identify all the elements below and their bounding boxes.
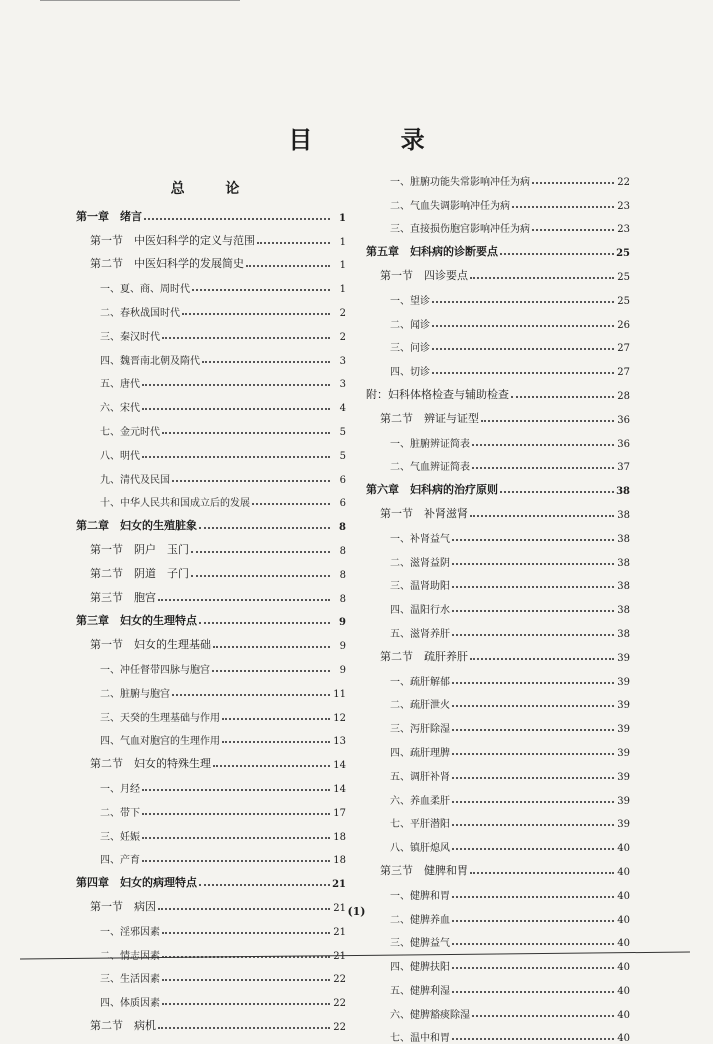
- toc-entry-page: 38: [617, 533, 630, 545]
- dot-leader: [470, 657, 614, 660]
- toc-entry-title: 第二节 疏肝养肝: [380, 649, 468, 663]
- toc-entry-title: 三、天癸的生理基础与作用: [100, 712, 220, 724]
- toc-entry-item: [76, 343, 346, 367]
- dot-leader: [191, 574, 330, 577]
- toc-entry-page: 39: [617, 747, 630, 759]
- dot-leader: [511, 395, 614, 398]
- toc-entry-item: [366, 1021, 630, 1044]
- toc-entry-title: 九、清代及民国: [100, 474, 170, 486]
- dot-leader: [452, 847, 614, 850]
- toc-entry-title: 四、切诊: [390, 367, 430, 379]
- toc-entry-section: [76, 747, 346, 771]
- dot-leader: [452, 562, 614, 565]
- toc-entry-title: 第三节 健脾和胃: [380, 863, 468, 877]
- toc-entry-page: 5: [339, 450, 346, 462]
- toc-entry-item: [366, 878, 630, 902]
- section-heading: 总 论: [170, 181, 258, 197]
- toc-entry-title: 二、脏腑与胞宫: [100, 688, 170, 700]
- dot-leader: [222, 740, 330, 743]
- toc-entry-page: 3: [339, 379, 346, 391]
- toc-entry-item: [76, 700, 346, 724]
- toc-entry-title: 二、滋肾益阴: [390, 557, 450, 569]
- toc-entry-chapter: [366, 235, 630, 259]
- toc-entry-page: 27: [617, 367, 630, 379]
- dot-leader: [532, 181, 614, 184]
- toc-entry-section: [76, 248, 346, 272]
- dot-leader: [257, 241, 330, 244]
- toc-entry-page: 8: [339, 522, 346, 534]
- dot-leader: [162, 978, 330, 981]
- toc-entry-title: 三、温肾助阳: [390, 581, 450, 593]
- toc-entry-item: [76, 676, 346, 700]
- toc-entry-page: 38: [617, 509, 630, 521]
- dot-leader: [452, 681, 614, 684]
- toc-entry-page: 21: [332, 879, 346, 891]
- toc-entry-title: 四、产育: [100, 855, 140, 867]
- toc-entry-page: 40: [617, 985, 630, 997]
- dot-leader: [162, 431, 330, 434]
- dot-leader: [213, 764, 330, 767]
- toc-entry-page: 11: [333, 688, 346, 700]
- toc-entry-title: 五、健脾利湿: [390, 985, 450, 997]
- toc-entry-section: [366, 497, 630, 521]
- toc-entry-page: 1: [339, 236, 346, 248]
- toc-entry-section: [76, 1009, 346, 1033]
- toc-entry-title: 四、魏晋南北朝及隋代: [100, 355, 200, 367]
- toc-entry-page: 22: [333, 998, 346, 1010]
- toc-entry-item: [76, 367, 346, 391]
- toc-entry-page: 6: [339, 474, 346, 486]
- toc-entry-item: [366, 545, 630, 569]
- toc-entry-title: 第一章 绪言: [76, 209, 142, 223]
- toc-entry-section: [366, 640, 630, 664]
- toc-entry-page: 3: [339, 355, 346, 367]
- toc-entry-item: [366, 212, 630, 236]
- dot-leader: [472, 1014, 614, 1017]
- toc-entry-title: 三、泻肝除湿: [390, 724, 450, 736]
- toc-entry-item: [366, 759, 630, 783]
- toc-entry-title: 五、唐代: [100, 379, 140, 391]
- toc-entry-page: 12: [333, 712, 346, 724]
- toc-entry-page: 38: [617, 605, 630, 617]
- toc-entry-item: [366, 664, 630, 688]
- toc-entry-title: 一、疏肝解郁: [390, 676, 450, 688]
- toc-entry-title: 三、秦汉时代: [100, 331, 160, 343]
- toc-entry-title: 三、健脾益气: [390, 938, 450, 950]
- dot-leader: [452, 728, 614, 731]
- toc-entry-chapter: [76, 509, 346, 533]
- toc-entry-title: 二、气血失调影响冲任为病: [390, 200, 510, 212]
- toc-entry-chapter: [76, 605, 346, 629]
- dot-leader: [472, 443, 614, 446]
- toc-entry-item: [76, 414, 346, 438]
- page-title: 目 录: [288, 125, 465, 154]
- toc-entry-page: 36: [617, 414, 630, 426]
- dot-leader: [199, 621, 330, 624]
- toc-entry-item: [366, 735, 630, 759]
- dot-leader: [532, 228, 614, 231]
- toc-entry-page: 14: [333, 783, 346, 795]
- toc-entry-chapter: [76, 866, 346, 890]
- toc-entry-title: 第一节 四诊要点: [380, 268, 468, 282]
- dot-leader: [212, 669, 330, 672]
- toc-entry-title: 四、温阳行水: [390, 605, 450, 617]
- toc-entry-item: [366, 592, 630, 616]
- toc-entry-page: 1: [339, 260, 346, 272]
- toc-entry-title: 二、闻诊: [390, 319, 430, 331]
- dot-leader: [470, 871, 614, 874]
- toc-entry-item: [366, 830, 630, 854]
- dot-leader: [222, 717, 330, 720]
- toc-entry-title: 四、气血对胞宫的生理作用: [100, 736, 220, 748]
- dot-leader: [432, 371, 614, 374]
- toc-entry-item: [366, 973, 630, 997]
- dot-leader: [191, 550, 330, 553]
- toc-entry-page: 8: [339, 569, 346, 581]
- dot-leader: [144, 217, 330, 220]
- toc-entry-title: 第三章 妇女的生理特点: [76, 614, 197, 628]
- toc-entry-page: 25: [616, 248, 630, 260]
- toc-entry-item: [366, 354, 630, 378]
- dot-leader: [246, 264, 330, 267]
- toc-entry-title: 一、月经: [100, 783, 140, 795]
- toc-entry-page: 40: [617, 1033, 630, 1044]
- toc-entry-page: 13: [333, 736, 346, 748]
- toc-entry-item: [76, 486, 346, 510]
- toc-entry-title: 二、带下: [100, 807, 140, 819]
- toc-entry-title: 第一节 中医妇科学的定义与范围: [90, 233, 255, 247]
- toc-entry-title: 第二节 妇女的特殊生理: [90, 757, 211, 771]
- dot-leader: [142, 407, 330, 410]
- dot-leader: [452, 1037, 614, 1040]
- toc-entry-page: 40: [617, 938, 630, 950]
- toc-entry-page: 9: [339, 641, 346, 653]
- dot-leader: [470, 276, 614, 279]
- dot-leader: [142, 859, 330, 862]
- toc-entry-page: 8: [339, 545, 346, 557]
- toc-entry-item: [366, 283, 630, 307]
- toc-entry-item: [76, 319, 346, 343]
- toc-entry-plain: [366, 378, 630, 402]
- dot-leader: [432, 324, 614, 327]
- toc-entry-title: 二、情志因素: [100, 950, 160, 962]
- toc-entry-section: [76, 557, 346, 581]
- toc-entry-page: 18: [333, 855, 346, 867]
- toc-entry-page: 39: [617, 652, 630, 664]
- toc-entry-item: [76, 795, 346, 819]
- toc-entry-page: 4: [339, 403, 346, 415]
- toc-entry-item: [366, 783, 630, 807]
- toc-entry-page: 39: [617, 771, 630, 783]
- dot-leader: [142, 812, 330, 815]
- dot-leader: [452, 585, 614, 588]
- toc-entry-item: [366, 616, 630, 640]
- toc-entry-page: 2: [339, 307, 346, 319]
- dot-leader: [452, 538, 614, 541]
- dot-leader: [452, 752, 614, 755]
- dot-leader: [512, 205, 614, 208]
- dot-leader: [182, 312, 330, 315]
- toc-entry-title: 七、温中和胃: [390, 1033, 450, 1044]
- toc-entry-page: 21: [333, 950, 346, 962]
- toc-entry-title: 三、妊娠: [100, 831, 140, 843]
- toc-entry-title: 第四章 妇女的病理特点: [76, 876, 197, 890]
- toc-entry-title: 二、疏肝泄火: [390, 700, 450, 712]
- toc-entry-title: 第一节 妇女的生理基础: [90, 638, 211, 652]
- toc-entry-page: 38: [617, 557, 630, 569]
- toc-entry-title: 八、镇肝熄风: [390, 843, 450, 855]
- toc-entry-page: 2: [339, 331, 346, 343]
- toc-entry-page: 26: [617, 319, 630, 331]
- toc-entry-page: 36: [617, 438, 630, 450]
- dot-leader: [452, 609, 614, 612]
- toc-entry-item: [366, 711, 630, 735]
- dot-leader: [452, 895, 614, 898]
- dot-leader: [172, 479, 330, 482]
- toc-entry-page: 39: [617, 819, 630, 831]
- toc-entry-item: [366, 450, 630, 474]
- dot-leader: [452, 633, 614, 636]
- toc-entry-item: [76, 438, 346, 462]
- toc-entry-page: 39: [617, 700, 630, 712]
- dot-leader: [142, 836, 330, 839]
- toc-entry-item: [76, 724, 346, 748]
- toc-entry-title: 八、明代: [100, 450, 140, 462]
- toc-entry-page: 39: [617, 795, 630, 807]
- toc-entry-title: 第二节 阴道 子门: [90, 566, 189, 580]
- toc-entry-item: [366, 521, 630, 545]
- toc-entry-page: 6: [339, 498, 346, 510]
- top-edge-rule: [40, 0, 240, 1]
- toc-entry-title: 第二章 妇女的生殖脏象: [76, 519, 197, 533]
- toc-entry-page: 21: [333, 902, 346, 914]
- toc-entry-chapter: [76, 200, 346, 224]
- toc-entry-page: 23: [617, 200, 630, 212]
- toc-entry-title: 一、健脾和胃: [390, 890, 450, 902]
- toc-entry-title: 五、滋肾养肝: [390, 628, 450, 640]
- toc-entry-title: 第三节 胞宫: [90, 590, 156, 604]
- toc-entry-title: 三、问诊: [390, 343, 430, 355]
- dot-leader: [500, 252, 614, 255]
- dot-leader: [472, 466, 614, 469]
- toc-entry-title: 七、平肝潜阳: [390, 819, 450, 831]
- toc-entry-title: 一、望诊: [390, 295, 430, 307]
- dot-leader: [192, 288, 330, 291]
- toc-entry-page: 22: [617, 176, 630, 188]
- toc-entry-section: [366, 259, 630, 283]
- toc-entry-title: 四、体质因素: [100, 998, 160, 1010]
- toc-entry-page: 25: [617, 271, 630, 283]
- toc-entry-page: 40: [617, 962, 630, 974]
- toc-entry-item: [76, 271, 346, 295]
- toc-entry-page: 18: [333, 831, 346, 843]
- toc-entry-title: 五、调肝补肾: [390, 771, 450, 783]
- toc-entry-title: 第二节 病机: [90, 1018, 156, 1032]
- dot-leader: [142, 455, 330, 458]
- toc-entry-page: 9: [339, 664, 346, 676]
- toc-entry-page: 22: [333, 974, 346, 986]
- toc-entry-title: 二、气血辨证简表: [390, 462, 470, 474]
- toc-entry-item: [366, 569, 630, 593]
- toc-entry-page: 37: [617, 462, 630, 474]
- toc-entry-title: 第二节 中医妇科学的发展简史: [90, 257, 244, 271]
- toc-entry-section: [76, 533, 346, 557]
- toc-entry-page: 25: [617, 295, 630, 307]
- toc-entry-item: [366, 426, 630, 450]
- toc-entry-item: [366, 331, 630, 355]
- toc-entry-page: 22: [333, 1021, 346, 1033]
- toc-entry-section: [76, 581, 346, 605]
- toc-entry-title: 第一节 病因: [90, 899, 156, 913]
- toc-entry-page: 39: [617, 676, 630, 688]
- toc-entry-page: 1: [339, 284, 346, 296]
- toc-entry-title: 六、宋代: [100, 403, 140, 415]
- toc-entry-section: [366, 402, 630, 426]
- dot-leader: [252, 502, 330, 505]
- toc-entry-page: 40: [617, 843, 630, 855]
- toc-entry-title: 一、脏腑辨证简表: [390, 438, 470, 450]
- toc-entry-page: 8: [339, 593, 346, 605]
- toc-entry-item: [76, 843, 346, 867]
- dot-leader: [481, 419, 614, 422]
- toc-entry-page: 23: [617, 224, 630, 236]
- toc-entry-item: [76, 771, 346, 795]
- toc-entry-page: 14: [333, 760, 346, 772]
- dot-leader: [199, 526, 330, 529]
- dot-leader: [158, 598, 330, 601]
- dot-leader: [432, 300, 614, 303]
- toc-entry-section: [366, 854, 630, 878]
- dot-leader: [158, 1026, 330, 1029]
- dot-leader: [452, 704, 614, 707]
- toc-entry-title: 一、补肾益气: [390, 533, 450, 545]
- toc-entry-page: 40: [617, 890, 630, 902]
- toc-entry-page: 5: [339, 426, 346, 438]
- dot-leader: [199, 883, 330, 886]
- toc-entry-title: 二、健脾养血: [390, 914, 450, 926]
- toc-entry-page: 38: [617, 628, 630, 640]
- dot-leader: [452, 990, 614, 993]
- toc-entry-item: [76, 390, 346, 414]
- toc-entry-item: [76, 962, 346, 986]
- toc-entry-title: 三、直接损伤胞宫影响冲任为病: [390, 224, 530, 236]
- dot-leader: [452, 942, 614, 945]
- toc-entry-title: 三、生活因素: [100, 974, 160, 986]
- toc-entry-item: [366, 807, 630, 831]
- toc-entry-title: 七、金元时代: [100, 426, 160, 438]
- toc-entry-page: 1: [339, 212, 346, 224]
- dot-leader: [162, 931, 330, 934]
- toc-entry-title: 四、疏肝理脾: [390, 747, 450, 759]
- dot-leader: [432, 347, 614, 350]
- toc-entry-title: 十、中华人民共和国成立后的发展: [100, 498, 250, 510]
- dot-leader: [162, 1002, 330, 1005]
- toc-entry-page: 39: [617, 724, 630, 736]
- toc-entry-item: [366, 688, 630, 712]
- dot-leader: [452, 919, 614, 922]
- toc-entry-item: [366, 164, 630, 188]
- toc-entry-section: [76, 224, 346, 248]
- dot-leader: [452, 776, 614, 779]
- toc-entry-title: 六、健脾豁痰除湿: [390, 1009, 470, 1021]
- dot-leader: [202, 360, 330, 363]
- toc-entry-item: [76, 985, 346, 1009]
- toc-entry-item: [366, 188, 630, 212]
- toc-entry-title: 第五章 妇科病的诊断要点: [366, 245, 498, 259]
- toc-entry-page: 28: [617, 390, 630, 402]
- toc-entry-page: 21: [333, 926, 346, 938]
- toc-entry-section: [76, 628, 346, 652]
- dot-leader: [470, 514, 614, 517]
- toc-entry-item: [366, 997, 630, 1021]
- toc-entry-page: 40: [617, 1009, 630, 1021]
- toc-entry-page: 9: [339, 617, 346, 629]
- toc-entry-title: 一、脏腑功能失常影响冲任为病: [390, 176, 530, 188]
- toc-entry-title: 附：妇科体格检查与辅助检查: [366, 387, 509, 401]
- toc-entry-page: 17: [333, 807, 346, 819]
- toc-entry-title: 第六章 妇科病的治疗原则: [366, 483, 498, 497]
- toc-entry-item: [366, 307, 630, 331]
- dot-leader: [452, 966, 614, 969]
- toc-entry-item: [76, 462, 346, 486]
- toc-entry-chapter: [366, 473, 630, 497]
- toc-entry-title: 第一节 补肾滋肾: [380, 506, 468, 520]
- toc-entry-item: [76, 819, 346, 843]
- dot-leader: [452, 823, 614, 826]
- toc-entry-item: [76, 295, 346, 319]
- toc-entry-title: 第一节 阴户 玉门: [90, 542, 189, 556]
- toc-entry-page: 40: [617, 914, 630, 926]
- toc-entry-item: [366, 926, 630, 950]
- toc-entry-title: 一、冲任督带四脉与胞宫: [100, 664, 210, 676]
- toc-entry-page: 40: [617, 866, 630, 878]
- toc-entry-title: 第二节 辨证与证型: [380, 411, 479, 425]
- dot-leader: [500, 490, 614, 493]
- toc-entry-title: 二、春秋战国时代: [100, 307, 180, 319]
- toc-entry-title: 一、夏、商、周时代: [100, 284, 190, 296]
- dot-leader: [172, 693, 330, 696]
- toc-entry-item: [76, 652, 346, 676]
- toc-entry-title: 一、淫邪因素: [100, 926, 160, 938]
- dot-leader: [162, 336, 330, 339]
- dot-leader: [142, 788, 330, 791]
- dot-leader: [452, 800, 614, 803]
- toc-entry-page: 38: [617, 581, 630, 593]
- dot-leader: [142, 383, 330, 386]
- toc-entry-title: 四、健脾扶阳: [390, 962, 450, 974]
- dot-leader: [213, 645, 330, 648]
- toc-entry-page: 38: [616, 486, 630, 498]
- page-number: (1): [347, 905, 366, 918]
- toc-entry-page: 27: [617, 343, 630, 355]
- toc-entry-title: 六、养血柔肝: [390, 795, 450, 807]
